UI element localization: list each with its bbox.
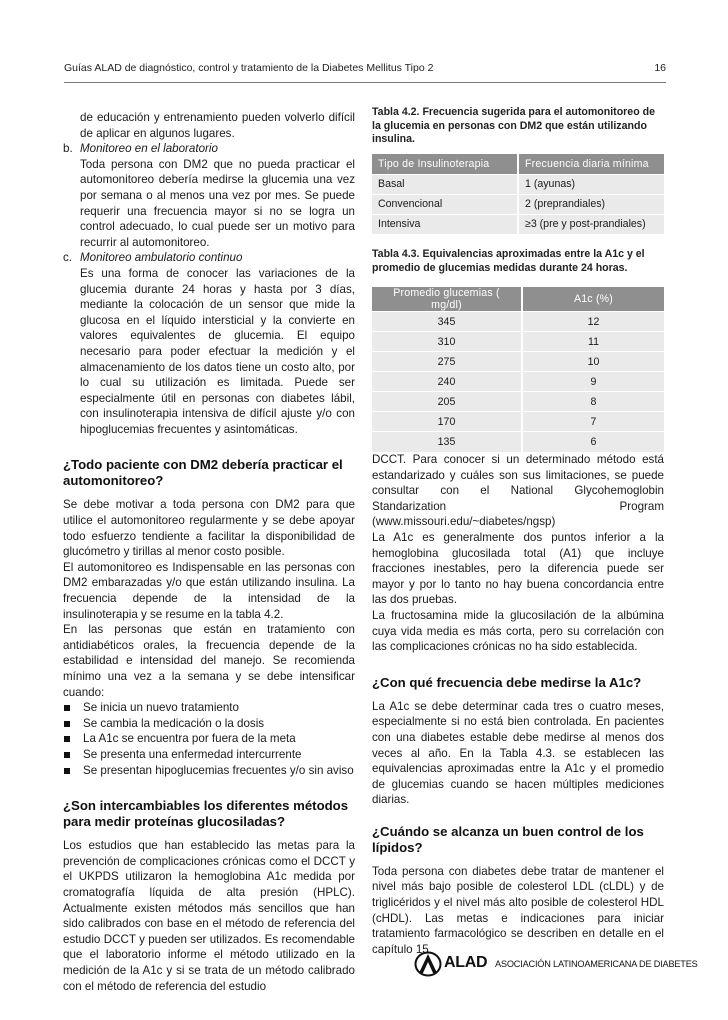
square-bullet-icon bbox=[64, 705, 70, 711]
table-header: Tipo de Insulinoterapia bbox=[372, 154, 518, 174]
section-heading: ¿Todo paciente con DM2 debería practicar el automonitoreo? bbox=[63, 457, 343, 489]
header-title: Guías ALAD de diagnóstico, control y tratamiento de la Diabetes Mellitus Tipo 2 bbox=[64, 62, 434, 74]
table-row: 310 11 bbox=[372, 332, 664, 352]
table-row: 170 7 bbox=[372, 412, 664, 432]
table-header: A1c (%) bbox=[522, 287, 664, 312]
table-row: 275 10 bbox=[372, 352, 664, 372]
paragraph: En las personas que están en tratamiento con antidiabéticos orales, la frecuencia depende de la estabilidad e intensidad del manejo. Se recomienda mínimo una vez a la semana y se debe intensificar cuando: bbox=[63, 623, 355, 699]
association-name: ASOCIACIÓN LATINOAMERICANA DE DIABETES bbox=[495, 959, 698, 969]
brand-name: ALAD bbox=[444, 954, 488, 971]
table-row: 135 6 bbox=[372, 432, 664, 452]
paragraph: La A1c se debe determinar cada tres o cuatro meses, especialmente si no está bien controlada. En pacientes con una diabetes estable debe medirse al menos dos veces al año. En la Tabla 4.3. se establecen las equivalencias aproximadas entre la A1c y el promedio de glucemias cuando se hacen múltiples mediciones diarias. bbox=[372, 699, 664, 807]
list-item: La A1c se encuentra por fuera de la meta bbox=[63, 731, 355, 747]
paragraph: DCCT. Para conocer si un determinado método está estandarizado y cuáles son sus limitaciones, se puede consultar con el National Glycohemoglobin Standarization Program (www.missouri.edu/~diabetes/ngsp) bbox=[372, 453, 664, 529]
list-item-text: Es una forma de conocer las variaciones de la glucemia durante 24 horas y hasta por 3 días, mediante la colocación de un sensor que mide la glucosa en el líquido intersticial y la convierte en valores equivalentes de glucemia. El equipo necesario para poder efectuar la medición y el almacenamiento de los datos tiene un costo alto, por lo cual su utilización es limitada. Puede ser especialmente útil en personas con diabetes lábil, con insulinoterapia intensiva de difícil ajuste y/o con hipoglucemias frecuentes y asintomáticas. bbox=[80, 266, 355, 436]
table-header: Promedio glucemias ( mg/dl) bbox=[372, 287, 522, 312]
table-row: Convencional 2 (preprandiales) bbox=[372, 194, 664, 214]
list-item-text: Toda persona con DM2 que no pueda practicar el automonitoreo debería medirse la glucemia una vez por semana o al menos una vez por mes. Se puede requerir una frecuencia mayor si no se logra un control adecuado, lo cual puede ser un motivo para recurrir al automonitoreo. bbox=[80, 157, 355, 249]
paragraph: La A1c es generalmente dos puntos inferior a la hemoglobina glucosilada total (A1) que incluye fracciones inestables, pero la diferencia puede ser mayor y por lo tanto no hay buena concordancia entre las dos pruebas. bbox=[372, 530, 664, 607]
continued-paragraph: de educación y entrenamiento pueden volverlo difícil de aplicar en algunos lugares. bbox=[80, 111, 355, 140]
list-item: Se presenta una enfermedad intercurrente bbox=[63, 747, 355, 763]
page-number: 16 bbox=[654, 62, 666, 74]
square-bullet-icon bbox=[64, 721, 70, 727]
paragraph: La fructosamina mide la glucosilación de la albúmina cuya vida media es más corta, pero su correlación con las complicaciones crónicas no ha sido establecida. bbox=[372, 608, 664, 654]
list-item-c bbox=[63, 250, 355, 266]
left-column bbox=[63, 110, 355, 994]
header-divider bbox=[64, 82, 666, 83]
list-item: Se cambia la medicación o la dosis bbox=[63, 716, 355, 732]
table-4-2 bbox=[372, 154, 664, 234]
square-bullet-icon bbox=[64, 736, 70, 742]
table-row: Intensiva ≥3 (pre y post-prandiales) bbox=[372, 214, 664, 234]
table-row: 205 8 bbox=[372, 392, 664, 412]
footer-logo bbox=[414, 951, 698, 979]
table-row: Basal 1 (ayunas) bbox=[372, 174, 664, 194]
list-item: Se inicia un nuevo tratamiento bbox=[63, 700, 355, 716]
list-item-title: Monitoreo ambulatorio continuo bbox=[80, 251, 243, 265]
table-row: 345 12 bbox=[372, 312, 664, 332]
page-header bbox=[64, 62, 666, 76]
alad-logo-icon bbox=[414, 951, 442, 977]
list-item-b bbox=[63, 141, 355, 157]
square-bullet-icon bbox=[64, 768, 70, 774]
section-heading: ¿Con qué frecuencia debe medirse la A1c? bbox=[372, 674, 642, 690]
bullet-list bbox=[63, 700, 355, 778]
paragraph: Los estudios que han establecido las metas para la prevención de complicaciones crónicas como el DCCT y el UKPDS utilizaron la hemoglobina A1c medida por cromatografía líquida de alta presión (HPLC). Actualmente existen métodos más sencillos que han sido calibrados con base en el método de referencia del estudio DCCT y pueden ser utilizados. Es recomendable que el laboratorio informe el método utilizado en la medición de la A1c y si se trata de un método calibrado con el método de referencia del estudio bbox=[63, 839, 355, 993]
right-column bbox=[372, 452, 664, 957]
paragraph: El automonitoreo es Indispensable en las personas con DM2 embarazadas y/o que están utilizando insulina. La frecuencia depende de la intensidad de la insulinoterapia y se resume en la tabla 4.2. bbox=[63, 560, 355, 621]
paragraph: Se debe motivar a toda persona con DM2 para que utilice el automonitoreo regularmente y se debe apoyar todo esfuerzo tendiente a facilitar la disponibilidad de glucómetro y tirillas al menor costo posible. bbox=[63, 498, 355, 559]
list-marker: c. bbox=[63, 251, 73, 265]
table-header: Frecuencia diaria mínima bbox=[518, 154, 664, 174]
table-4-3-caption: Tabla 4.3. Equivalencias aproximadas entre la A1c y el promedio de glucemias medidas durante 24 horas. bbox=[372, 248, 645, 274]
list-item-title: Monitoreo en el laboratorio bbox=[80, 142, 218, 156]
paragraph: Toda persona con diabetes debe tratar de mantener el nivel más bajo posible de colesterol LDL (cLDL) y de triglicéridos y el nivel más alto posible de colesterol HDL (cHDL). Las metas e indicaciones para iniciar tratamiento farmacológico se describen en detalle en el capítulo 15. bbox=[372, 864, 664, 956]
section-heading: ¿Cuándo se alcanza un buen control de los lípidos? bbox=[372, 823, 644, 855]
table-row: 240 9 bbox=[372, 372, 664, 392]
square-bullet-icon bbox=[64, 752, 70, 758]
list-item: Se presentan hipoglucemias frecuentes y/o sin aviso bbox=[63, 763, 355, 779]
table-4-2-caption: Tabla 4.2. Frecuencia sugerida para el automonitoreo de la glucemia en personas con DM2 que están utilizando insulina. bbox=[372, 106, 655, 146]
section-heading: ¿Son intercambiables los diferentes métodos para medir proteínas glucosiladas? bbox=[63, 798, 349, 830]
list-marker: b. bbox=[63, 142, 73, 156]
table-4-3 bbox=[372, 287, 664, 452]
